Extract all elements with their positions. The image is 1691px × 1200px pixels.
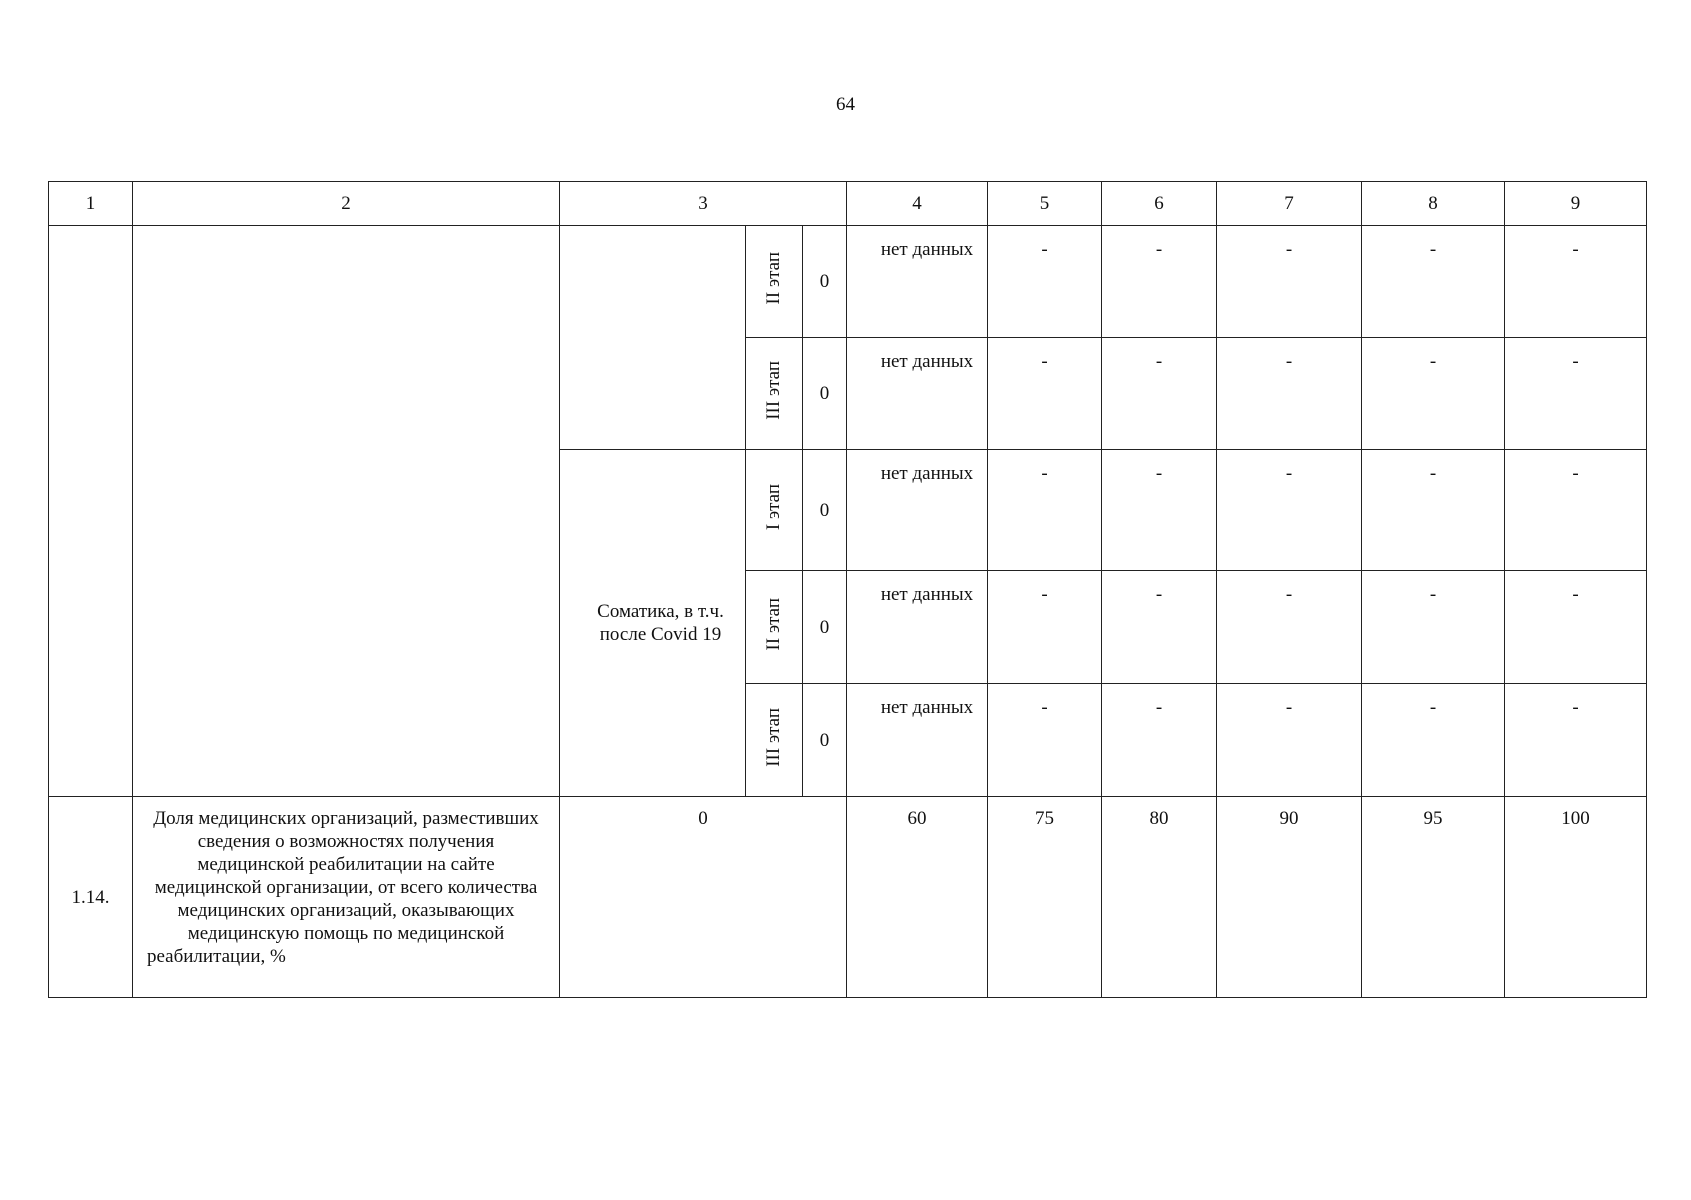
dash-cell: - <box>1505 684 1647 797</box>
dash-cell: - <box>1102 684 1217 797</box>
header-cell: 6 <box>1102 182 1217 226</box>
dash-cell: - <box>988 450 1102 571</box>
table-row <box>49 226 1647 338</box>
header-cell: 9 <box>1505 182 1647 226</box>
header-cell: 8 <box>1362 182 1505 226</box>
dash-cell: - <box>1362 450 1505 571</box>
stage-label: II этап <box>763 252 784 305</box>
dash-cell: - <box>1217 338 1362 450</box>
dash-cell: - <box>988 226 1102 338</box>
dash-cell: - <box>1505 338 1647 450</box>
dash-cell: - <box>1102 338 1217 450</box>
no-data-cell: нет данных <box>847 450 988 571</box>
item-value: 60 <box>847 797 988 998</box>
stage-label: I этап <box>763 483 784 531</box>
dash-cell: - <box>1505 450 1647 571</box>
header-cell: 1 <box>49 182 133 226</box>
dash-cell: - <box>988 571 1102 684</box>
no-data-cell: нет данных <box>847 684 988 797</box>
dash-cell: - <box>1362 571 1505 684</box>
stage-value: 0 <box>803 684 847 797</box>
header-cell: 3 <box>560 182 847 226</box>
dash-cell: - <box>988 338 1102 450</box>
stage-cell <box>746 684 803 797</box>
stage-label: III этап <box>763 361 784 420</box>
header-cell: 2 <box>133 182 560 226</box>
header-row <box>49 182 1647 226</box>
item-value: 75 <box>988 797 1102 998</box>
dash-cell: - <box>1505 571 1647 684</box>
item-value: 100 <box>1505 797 1647 998</box>
dash-cell: - <box>1102 450 1217 571</box>
no-data-cell: нет данных <box>847 226 988 338</box>
page-number: 64 <box>836 94 855 115</box>
no-data-cell: нет данных <box>847 571 988 684</box>
stage-value: 0 <box>803 226 847 338</box>
stage-cell <box>746 338 803 450</box>
category-cell: Соматика, в т.ч. после Covid 19 <box>560 450 746 797</box>
stage-label: III этап <box>763 707 784 767</box>
dash-cell: - <box>1505 226 1647 338</box>
stage-value: 0 <box>803 571 847 684</box>
no-data-cell: нет данных <box>847 338 988 450</box>
stage-cell <box>746 226 803 338</box>
dash-cell: - <box>1102 571 1217 684</box>
item-number: 1.14. <box>49 797 133 998</box>
dash-cell: - <box>1217 450 1362 571</box>
header-cell: 7 <box>1217 182 1362 226</box>
stage-value: 0 <box>803 450 847 571</box>
dash-cell: - <box>1362 684 1505 797</box>
dash-cell: - <box>1362 226 1505 338</box>
dash-cell: - <box>1217 226 1362 338</box>
item-value: 95 <box>1362 797 1505 998</box>
header-cell: 4 <box>847 182 988 226</box>
dash-cell: - <box>1102 226 1217 338</box>
item-baseline: 0 <box>560 797 847 998</box>
item-value: 90 <box>1217 797 1362 998</box>
stage-cell <box>746 450 803 571</box>
stage-label: II этап <box>763 597 784 651</box>
empty-cell <box>560 226 746 450</box>
item-description: Доля медицинских организаций, разместивших сведения о возможностях получения медицинской реабилитации на сайте медицинской организации, от всего количества медицинских организаций, оказывающих медицинскую помощь по медицинской реабилитации, % <box>133 797 560 998</box>
empty-cell <box>49 226 133 797</box>
empty-cell <box>133 226 560 797</box>
header-cell: 5 <box>988 182 1102 226</box>
indicators-table <box>48 181 1647 998</box>
dash-cell: - <box>988 684 1102 797</box>
dash-cell: - <box>1362 338 1505 450</box>
table-row <box>49 797 1647 998</box>
dash-cell: - <box>1217 684 1362 797</box>
dash-cell: - <box>1217 571 1362 684</box>
item-value: 80 <box>1102 797 1217 998</box>
stage-value: 0 <box>803 338 847 450</box>
stage-cell <box>746 571 803 684</box>
